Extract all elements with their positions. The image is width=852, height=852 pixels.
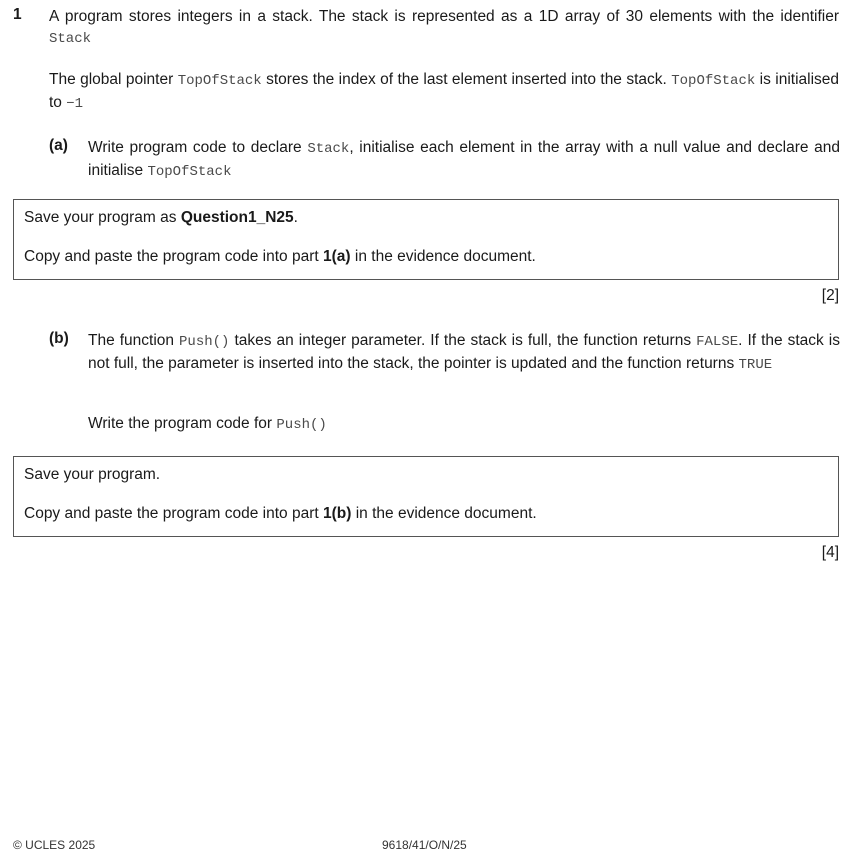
part-a-text-1: Write program code to declare	[88, 139, 302, 156]
intro2-text-c: is initialised to	[49, 71, 840, 111]
part-ref: 1(a)	[323, 248, 351, 265]
box-b-line-2	[24, 505, 537, 523]
footer-copyright: © UCLES 2025	[13, 838, 96, 852]
part-b-text-1: The function	[88, 332, 175, 349]
box-b-text: in the evidence document.	[355, 505, 537, 522]
part-b-text-3: . If the stack is not full, the parameter is inserted into the stack, the pointer is updated and the function returns	[88, 332, 841, 372]
code-minus-one: −1	[66, 96, 84, 112]
part-a-instruction-box	[13, 199, 839, 280]
code-stack: Stack	[49, 31, 92, 47]
intro2-text-b: stores the index of the last element inserted into the stack.	[266, 71, 667, 88]
part-b-marks: [4]	[821, 544, 839, 561]
part-a-text	[88, 137, 840, 183]
part-a-marks: [2]	[821, 287, 839, 304]
box-b-line-1: Save your program.	[24, 466, 161, 483]
code-topofstack: TopOfStack	[147, 164, 232, 180]
box-a-text: Save your program as	[24, 209, 177, 226]
intro2-text-a: The global pointer	[49, 71, 174, 88]
part-a-text-2: , initialise each element in the array with a null value and declare and initialise	[88, 139, 841, 179]
box-b-text: Copy and paste the program code into part	[24, 505, 319, 522]
code-topofstack: TopOfStack	[671, 73, 756, 89]
box-a-line-1	[24, 209, 298, 227]
part-ref: 1(b)	[323, 505, 352, 522]
part-b-text-4: Write the program code for	[88, 415, 273, 432]
program-name: Question1_N25	[180, 209, 294, 226]
question-intro-1	[49, 6, 839, 50]
part-a-label: (a)	[49, 137, 68, 154]
code-stack: Stack	[307, 141, 350, 157]
part-b-text-2: takes an integer parameter. If the stack is full, the function returns	[234, 332, 692, 349]
intro-text: A program stores integers in a stack. The stack is represented as a 1D array of 30 elements with the identifier	[49, 8, 839, 25]
part-b-label: (b)	[49, 330, 69, 347]
part-b-instruction-box	[13, 456, 839, 537]
part-b-text	[88, 330, 840, 376]
box-a-text: Copy and paste the program code into part	[24, 248, 319, 265]
part-b-task	[88, 413, 840, 436]
question-number: 1	[13, 6, 22, 23]
code-push: Push()	[276, 417, 327, 433]
code-push: Push()	[179, 334, 230, 350]
code-false: FALSE	[696, 334, 739, 350]
box-a-line-2	[24, 248, 536, 266]
code-topofstack: TopOfStack	[177, 73, 262, 89]
code-true: TRUE	[738, 357, 773, 373]
footer-paper-code: 9618/41/O/N/25	[382, 838, 467, 852]
question-intro-2	[49, 69, 839, 115]
box-a-period: .	[293, 209, 298, 226]
box-a-text: in the evidence document.	[354, 248, 536, 265]
